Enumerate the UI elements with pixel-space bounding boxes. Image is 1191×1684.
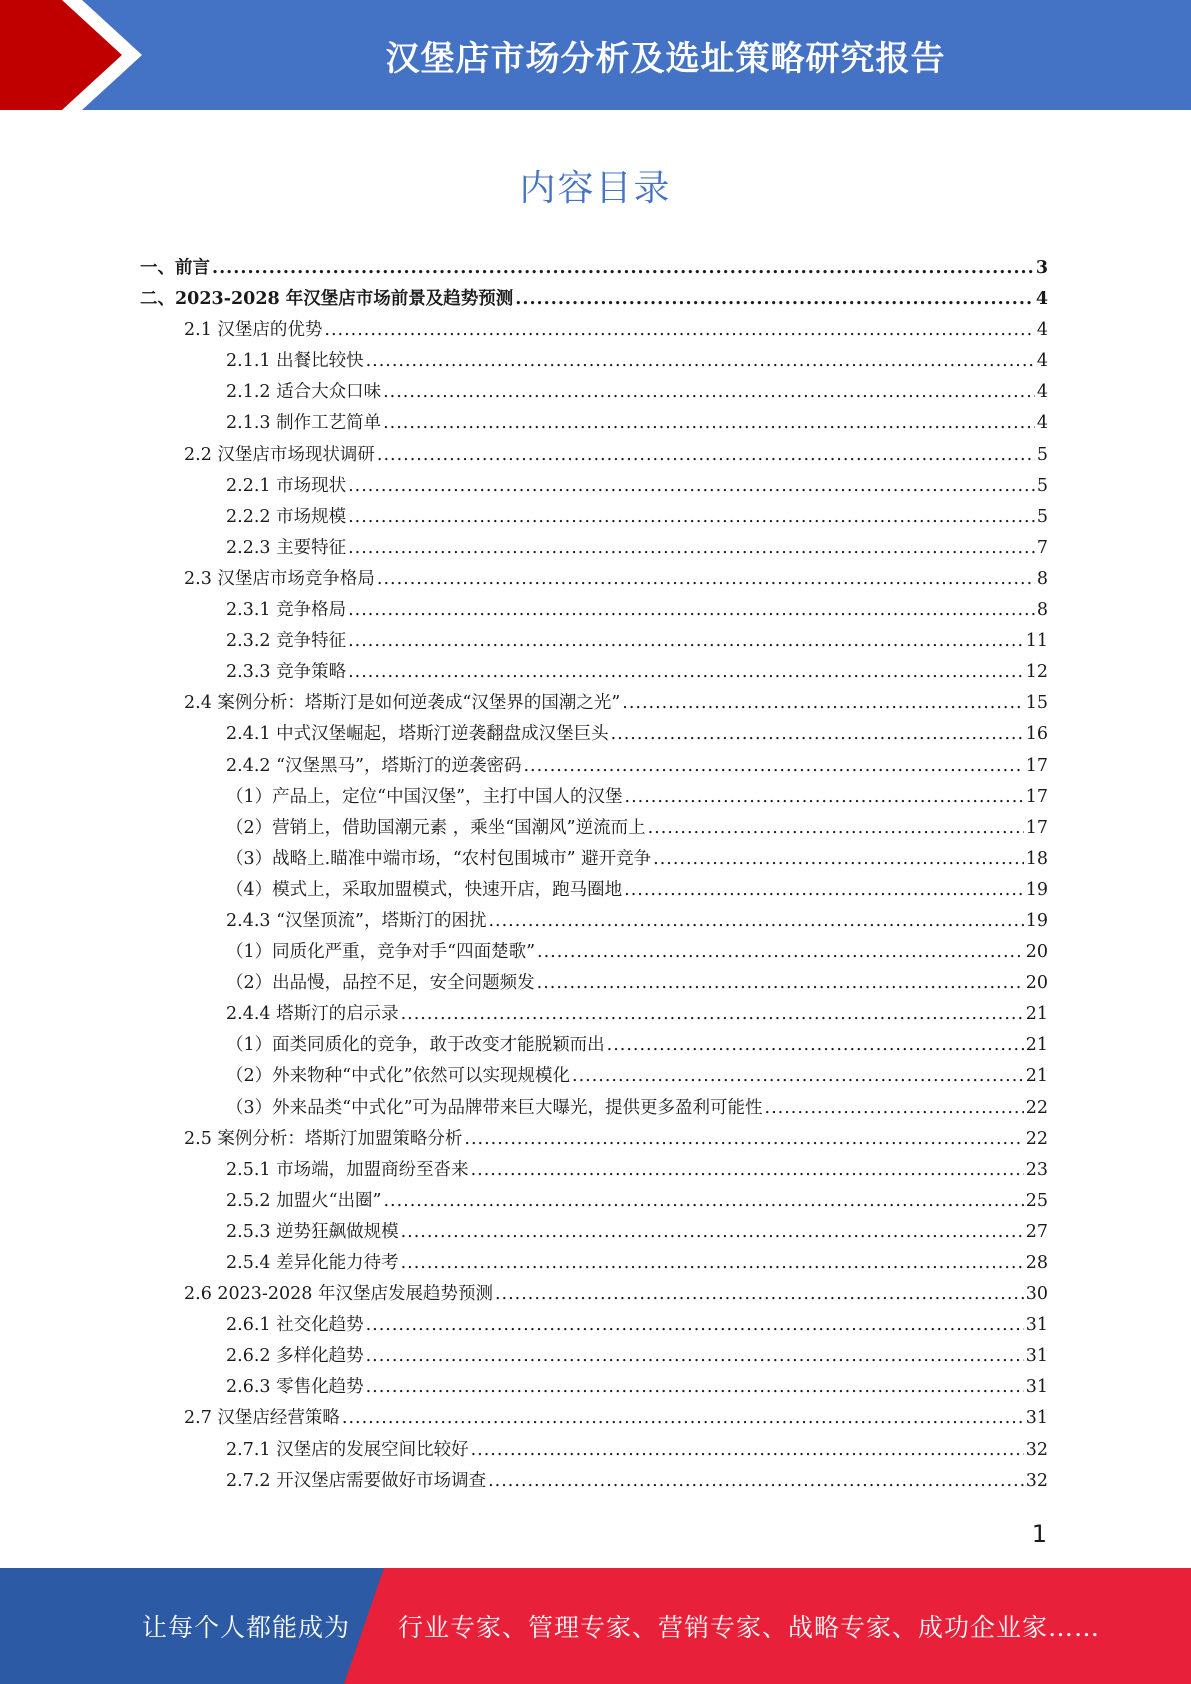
toc-entry[interactable]: [140, 627, 1048, 658]
toc-entry-label: （3）外来品类“中式化”可为品牌带来巨大曝光，提供更多盈利可能性: [226, 1097, 763, 1118]
page-number: 1: [1031, 1520, 1047, 1548]
toc-leader-dots: [212, 258, 1034, 278]
toc-entry[interactable]: [140, 1125, 1048, 1156]
toc-entry-page: 8: [1036, 568, 1048, 589]
toc-entry-page: 31: [1025, 1315, 1048, 1336]
toc-entry-label: 2.5.2 加盟火“出圈”: [226, 1190, 382, 1211]
toc-entry-label: 2.6.3 零售化趋势: [226, 1377, 364, 1398]
toc-entry[interactable]: [140, 1404, 1048, 1435]
toc-entry[interactable]: [140, 1311, 1048, 1342]
toc-entry-page: 31: [1025, 1408, 1048, 1429]
toc-entry[interactable]: [140, 1373, 1048, 1404]
toc-entry[interactable]: [140, 409, 1048, 440]
toc-leader-dots: [515, 289, 1034, 309]
footer-banner: [0, 1568, 1191, 1684]
toc-entry[interactable]: [140, 845, 1048, 876]
toc-heading: 内容目录: [519, 168, 672, 209]
toc-leader-dots: [383, 382, 1035, 402]
table-of-contents: [140, 254, 1048, 1498]
toc-entry[interactable]: [140, 1249, 1048, 1280]
toc-entry-page: 4: [1035, 289, 1048, 310]
toc-leader-dots: [611, 724, 1024, 744]
toc-entry-label: 2.6.2 多样化趋势: [226, 1346, 364, 1367]
toc-leader-dots: [383, 413, 1035, 433]
toc-entry-label: 2.3 汉堡店市场竞争格局: [184, 568, 375, 589]
toc-leader-dots: [383, 1191, 1023, 1211]
toc-leader-dots: [607, 1035, 1024, 1055]
toc-entry[interactable]: [140, 534, 1048, 565]
toc-leader-dots: [523, 756, 1023, 776]
toc-entry-page: 4: [1036, 351, 1048, 372]
toc-entry[interactable]: [140, 472, 1048, 503]
toc-entry-label: 2.7.1 汉堡店的发展空间比较好: [226, 1439, 469, 1460]
toc-entry[interactable]: [140, 1436, 1048, 1467]
toc-entry-page: 32: [1025, 1439, 1048, 1460]
report-title: 汉堡店市场分析及选址策略研究报告: [385, 38, 946, 79]
toc-entry-label: 2.2.1 市场现状: [226, 475, 347, 496]
toc-entry-label: 2.5.3 逆势狂飙做规模: [226, 1221, 399, 1242]
toc-entry-page: 8: [1036, 600, 1048, 621]
toc-entry[interactable]: [140, 1342, 1048, 1373]
toc-entry-label: 2.3.2 竞争特征: [226, 631, 347, 652]
toc-entry-label: 2.5.4 差异化能力待考: [226, 1253, 399, 1273]
toc-entry-page: 19: [1025, 879, 1048, 900]
toc-entry[interactable]: [140, 1218, 1048, 1249]
toc-entry-label: 2.3.1 竞争格局: [226, 600, 347, 621]
toc-entry-label: 2.1 汉堡店的优势: [184, 320, 323, 341]
toc-entry-page: 25: [1025, 1190, 1048, 1211]
toc-entry-page: 31: [1025, 1377, 1048, 1398]
toc-entry[interactable]: [140, 1094, 1048, 1125]
toc-entry-page: 11: [1025, 631, 1048, 652]
toc-entry-label: 2.7 汉堡店经营策略: [184, 1408, 340, 1429]
toc-leader-dots: [653, 849, 1024, 869]
toc-entry-page: 22: [1025, 1128, 1048, 1149]
toc-entry-label: 2.4 案例分析：塔斯汀是如何逆袭成“汉堡界的国潮之光”: [184, 693, 621, 714]
toc-entry-page: 30: [1025, 1284, 1048, 1305]
toc-entry-label: （4）模式上，采取加盟模式，快速开店，跑马圈地: [226, 879, 623, 900]
toc-leader-dots: [495, 1284, 1024, 1304]
toc-entry[interactable]: [140, 1062, 1048, 1093]
toc-entry-label: （1）同质化严重，竞争对手“四面楚歌”: [226, 942, 536, 963]
toc-entry-page: 31: [1025, 1346, 1048, 1367]
header-banner: [0, 0, 1191, 110]
toc-leader-dots: [624, 880, 1024, 900]
toc-leader-dots: [348, 662, 1024, 682]
toc-leader-dots: [471, 1160, 1024, 1180]
toc-leader-dots: [401, 1253, 1024, 1273]
toc-entry[interactable]: [140, 596, 1048, 627]
toc-entry-page: 15: [1025, 693, 1048, 714]
toc-leader-dots: [366, 351, 1035, 371]
toc-entry-label: 2.2.3 主要特征: [226, 537, 347, 558]
toc-entry[interactable]: [140, 1280, 1048, 1311]
toc-entry-label: （2）外来物种“中式化”依然可以实现规模化: [226, 1066, 571, 1087]
toc-leader-dots: [471, 1440, 1024, 1460]
toc-entry-page: 5: [1036, 506, 1048, 527]
toc-entry[interactable]: [140, 503, 1048, 534]
toc-entry-label: 2.4.4 塔斯汀的启示录: [226, 1004, 399, 1025]
toc-leader-dots: [488, 1471, 1024, 1491]
toc-leader-dots: [401, 1004, 1024, 1024]
toc-leader-dots: [348, 631, 1024, 651]
toc-leader-dots: [464, 1129, 1023, 1149]
toc-entry-label: （1）面类同质化的竞争，敢于改变才能脱颖而出: [226, 1035, 605, 1056]
toc-entry[interactable]: [140, 565, 1048, 596]
toc-leader-dots: [342, 1408, 1024, 1428]
toc-leader-dots: [765, 1098, 1024, 1118]
toc-entry-page: 5: [1036, 475, 1048, 496]
toc-entry-page: 4: [1036, 413, 1048, 434]
toc-entry-page: 3: [1035, 258, 1048, 278]
toc-entry-label: 2.2.2 市场规模: [226, 506, 347, 527]
toc-entry-label: 2.6.1 社交化趋势: [226, 1315, 364, 1336]
toc-leader-dots: [348, 600, 1035, 620]
toc-entry-label: 2.6 2023-2028 年汉堡店发展趋势预测: [184, 1284, 493, 1305]
toc-entry[interactable]: [140, 720, 1048, 751]
toc-entry-label: 2.1.3 制作工艺简单: [226, 413, 382, 434]
toc-entry[interactable]: [140, 783, 1048, 814]
toc-entry-label: 2.4.2 “汉堡黑马”，塔斯汀的逆袭密码: [226, 755, 522, 776]
toc-leader-dots: [572, 1066, 1024, 1086]
toc-entry-page: 4: [1036, 382, 1048, 403]
toc-leader-dots: [401, 1222, 1024, 1242]
toc-leader-dots: [366, 1377, 1024, 1397]
toc-entry-label: （3）战略上.瞄准中端市场，“农村包围城市” 避开竞争: [226, 848, 652, 869]
toc-entry[interactable]: [140, 969, 1048, 1000]
toc-leader-dots: [324, 320, 1034, 340]
toc-entry-page: 27: [1025, 1221, 1048, 1242]
toc-leader-dots: [537, 942, 1024, 962]
toc-entry-page: 21: [1025, 1066, 1048, 1087]
toc-entry-label: （2）出品慢，品控不足，安全问题频发: [226, 973, 535, 994]
toc-entry[interactable]: [140, 1467, 1048, 1498]
footer-slogan-left: 让每个人都能成为: [142, 1613, 351, 1642]
toc-entry[interactable]: [140, 1187, 1048, 1218]
toc-entry[interactable]: [140, 752, 1048, 783]
toc-leader-dots: [537, 973, 1024, 993]
toc-entry[interactable]: [140, 658, 1048, 689]
toc-entry-label: 2.2 汉堡店市场现状调研: [184, 444, 375, 465]
toc-entry[interactable]: [140, 938, 1048, 969]
toc-entry-page: 20: [1025, 942, 1048, 963]
toc-leader-dots: [348, 507, 1035, 527]
toc-entry-label: 2.4.3 “汉堡顶流”，塔斯汀的困扰: [226, 910, 487, 931]
toc-leader-dots: [377, 445, 1035, 465]
toc-entry[interactable]: [140, 441, 1048, 472]
toc-leader-dots: [348, 538, 1035, 558]
toc-leader-dots: [488, 911, 1023, 931]
toc-leader-dots: [366, 1315, 1024, 1335]
footer-slogan-right: 行业专家、管理专家、营销专家、战略专家、成功企业家……: [398, 1613, 1101, 1642]
toc-entry[interactable]: [140, 689, 1048, 720]
toc-entry-page: 18: [1025, 848, 1048, 869]
toc-entry-label: （2）营销上，借助国潮元素 ，乘坐“国潮风”逆流而上: [226, 817, 646, 838]
toc-leader-dots: [625, 787, 1024, 807]
toc-entry-label: 一、前言: [140, 258, 210, 278]
toc-entry-page: 16: [1025, 724, 1048, 745]
toc-entry[interactable]: [140, 876, 1048, 907]
toc-entry[interactable]: [140, 254, 1048, 285]
toc-entry[interactable]: [140, 1156, 1048, 1187]
toc-entry-page: 4: [1036, 320, 1048, 341]
toc-entry-page: 19: [1025, 910, 1048, 931]
toc-entry-page: 12: [1025, 662, 1048, 683]
toc-entry[interactable]: [140, 1031, 1048, 1062]
toc-entry-page: 17: [1025, 817, 1048, 838]
toc-entry-page: 5: [1036, 444, 1048, 465]
toc-entry-page: 17: [1025, 755, 1048, 776]
toc-entry[interactable]: [140, 378, 1048, 409]
toc-entry-label: 二、2023-2028 年汉堡店市场前景及趋势预测: [140, 289, 514, 310]
toc-leader-dots: [648, 818, 1024, 838]
toc-entry-label: 2.4.1 中式汉堡崛起，塔斯汀逆袭翻盘成汉堡巨头: [226, 724, 609, 745]
toc-leader-dots: [348, 476, 1035, 496]
toc-entry-page: 32: [1025, 1470, 1048, 1491]
toc-entry[interactable]: [140, 1000, 1048, 1031]
toc-entry-page: 28: [1025, 1253, 1048, 1273]
toc-entry-page: 20: [1025, 973, 1048, 994]
toc-leader-dots: [377, 569, 1035, 589]
toc-entry-label: 2.7.2 开汉堡店需要做好市场调查: [226, 1470, 487, 1491]
toc-entry-label: 2.3.3 竞争策略: [226, 662, 347, 683]
toc-entry-label: 2.1.2 适合大众口味: [226, 382, 382, 403]
toc-entry-label: （1）产品上，定位“中国汉堡”，主打中国人的汉堡: [226, 786, 623, 807]
toc-entry[interactable]: [140, 285, 1048, 316]
toc-entry[interactable]: [140, 814, 1048, 845]
toc-entry-page: 21: [1025, 1004, 1048, 1025]
toc-entry-label: 2.5.1 市场端，加盟商纷至沓来: [226, 1159, 469, 1180]
toc-entry[interactable]: [140, 347, 1048, 378]
toc-entry-page: 23: [1025, 1159, 1048, 1180]
toc-entry-label: 2.1.1 出餐比较快: [226, 351, 364, 372]
toc-entry-page: 22: [1025, 1097, 1048, 1118]
toc-entry-page: 21: [1025, 1035, 1048, 1056]
toc-entry[interactable]: [140, 316, 1048, 347]
toc-entry[interactable]: [140, 907, 1048, 938]
toc-leader-dots: [366, 1346, 1024, 1366]
toc-entry-page: 7: [1036, 537, 1048, 558]
toc-leader-dots: [622, 693, 1023, 713]
toc-entry-page: 17: [1025, 786, 1048, 807]
toc-entry-label: 2.5 案例分析：塔斯汀加盟策略分析: [184, 1128, 463, 1149]
